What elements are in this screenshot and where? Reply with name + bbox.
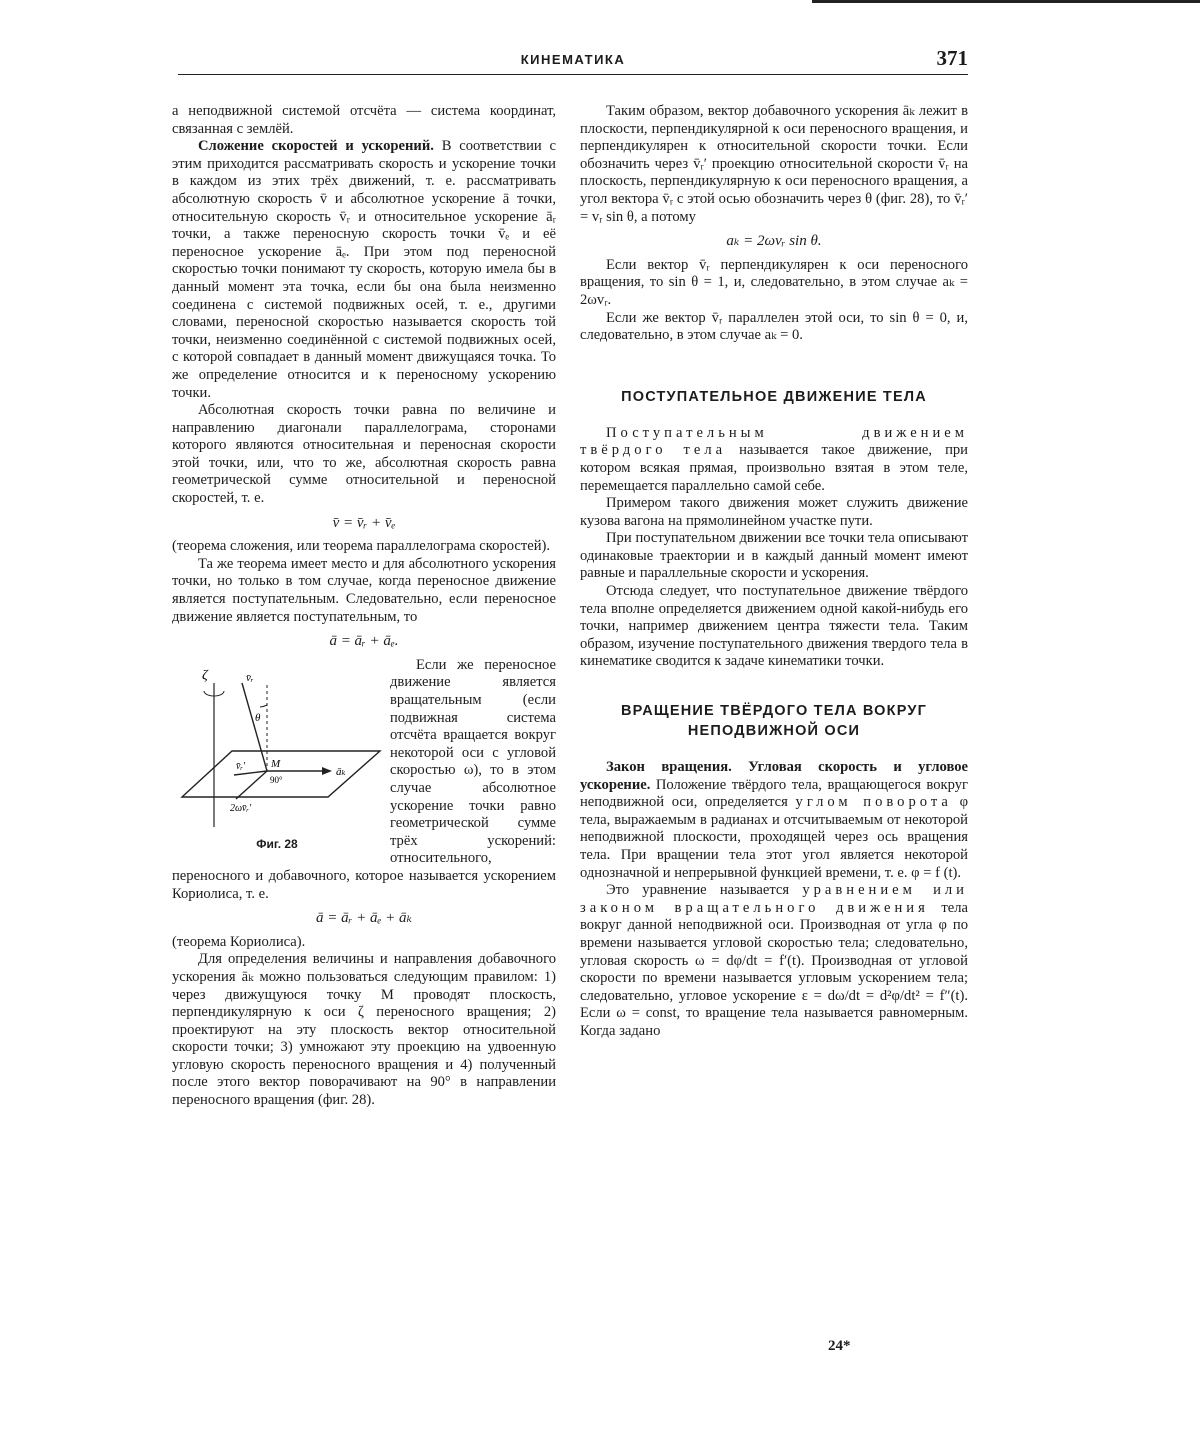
paragraph: Если вектор v̄ᵣ перпендикулярен к оси переносного вращения, то sin θ = 1, и, следовательно, в этом случае aₖ = 2ωvᵣ.	[580, 256, 968, 308]
label-vr: v̄ᵣ	[246, 671, 254, 684]
paragraph	[580, 425, 968, 495]
label-right-angle: 90°	[270, 774, 283, 785]
paragraph-text: тела вокруг данной неподвижной оси. Производная от угла φ по времени называется угловой скоростью тела; следовательно, угловая скорость ω = dφ/dt = f′(t). Производная от угловой скорости по времени называется угловым ускорением тела; следовательно, угловое ускорение ε = dω/dt = d²φ/dt² = f″(t). Если ω = const, то вращение тела называется равномерным. Когда задано	[580, 899, 969, 1039]
figure-caption: Фиг. 28	[256, 837, 298, 852]
label-zeta: ζ	[202, 667, 208, 683]
right-column	[580, 103, 968, 1041]
paragraph: Абсолютная скорость точки равна по величине и направлению диагонали параллелограма, сторонами которого являются относительная и переносная скорости этой точки, или, что то же, абсолютная скорость равна геометрической сумме относительной и переносной скоростей, т. е.	[172, 402, 556, 507]
signature-mark: 24*	[828, 1338, 851, 1354]
figure-28	[172, 659, 382, 854]
paragraph: (теорема Кориолиса).	[172, 933, 306, 950]
formula: ā = āᵣ + āₑ.	[329, 633, 399, 650]
paragraph-text: называется такое движение, при котором всякая прямая, произвольно взятая в этом теле, перемещается параллельно самой себе.	[580, 442, 968, 494]
header-rule	[178, 74, 968, 75]
paragraph-text: В соответствии с этим приходится рассматривать скорость и ускорение точки в каждом из этих трёх движений, т. е. рассматривать абсолютную скорость v̄ и абсолютное ускорение ā точки, относительную скорость v̄ᵣ и относительное ускорение āᵣ точки, а также переносную скорость точки v̄ₑ и её переносное ускорение āₑ. При этом под переносной скоростью точки понимают ту скорость, которую имела бы в данный момент эта точка, если бы она была неизменно соединена с системой подвижных осей, т. е., другими словами, переносной скоростью называется скорость той точки, неизменно соединённой с системой подвижных осей, с которой совпадает в данный момент движущаяся точка. То же определение относится и к переносному ускорению точки.	[172, 138, 556, 401]
label-m: M	[271, 757, 281, 770]
paragraph: Если же вектор v̄ᵣ параллелен этой оси, то sin θ = 0, и, следовательно, в этом случае aₖ = 0.	[580, 309, 968, 344]
label-theta: θ	[255, 711, 261, 724]
spaced-term: уравнением или законом вращательного движения	[580, 882, 968, 916]
spaced-term: Поступательным движением твёрдого тела	[580, 424, 968, 459]
paragraph: При поступательном движении все точки тела описывают одинаковые траектории и в каждый данный момент имеют равные и параллельные скорости и ускорения.	[580, 530, 968, 582]
paragraph	[172, 138, 556, 402]
label-2wvr: 2ωv̄ᵣ′	[230, 802, 252, 814]
paragraph: Таким образом, вектор добавочного ускорения āₖ лежит в плоскости, перпендикулярной к оси переносного вращения, и перпендикулярен к относительной скорости точки. Если обозначить через v̄ᵣ′ проекцию относительной скорости v̄ᵣ на плоскость, перпендикулярную к оси переносного вращения, а угол вектора v̄ᵣ с этой осью обозначить через θ (фиг. 28), то v̄ᵣ′ = vᵣ sin θ, а потому	[580, 103, 968, 225]
top-edge-line	[812, 0, 1200, 3]
formula: v̄ = v̄ᵣ + v̄ₑ	[332, 514, 396, 531]
paragraph: Та же теорема имеет место и для абсолютного ускорения точки, но только в том случае, когда переносное движение является поступательным. Следовательно, если переносное движение является поступательным, то	[172, 555, 556, 625]
section-run-in-title: Сложение скоростей и ускорений.	[198, 138, 434, 155]
figure-block	[172, 657, 556, 952]
paragraph: а неподвижной системой отсчёта — система координат, связанная с землёй.	[172, 103, 556, 137]
paragraph	[580, 759, 968, 882]
paragraph-text: Это уравнение называется	[606, 882, 803, 899]
paragraph-text: Положение твёрдого тела, вращающегося вокруг неподвижной оси, определяется	[580, 776, 968, 811]
paragraph: Отсюда следует, что поступательное движение твёрдого тела вполне определяется движением одной какой-нибудь его точки, например движением центра тяжести тела. Таким образом, изучение поступательного движения твердого тела в кинематике сводится к задаче кинематики точки.	[580, 583, 968, 670]
paragraph: (теорема сложения, или теорема параллелограма скоростей).	[172, 538, 551, 555]
paragraph: Если же переносное движение является вращательным (если подвижная система отсчёта вращается вокруг некоторой оси с угловой скоростью ω), то в этом случае абсолютное ускорение точки равно геометрической сумме трёх ускорений: относительного, переносного и добавочного, которое называется ускорением Кориолиса, т. е.	[172, 656, 556, 902]
spaced-term: углом поворота	[795, 794, 952, 811]
section-heading-line: НЕПОДВИЖНОЙ ОСИ	[687, 723, 861, 740]
label-ak: āₖ	[336, 765, 346, 778]
formula: ā = āᵣ + āₑ + āₖ	[316, 910, 412, 927]
left-column	[172, 103, 556, 1110]
section-heading-line: ВРАЩЕНИЕ ТВЁРДОГО ТЕЛА ВОКРУГ	[620, 703, 928, 720]
label-vr-projection: v̄ᵣ′	[236, 760, 246, 772]
page-number: 371	[936, 46, 968, 70]
paragraph: Примером такого движения может служить движение кузова вагона на прямолинейном участке пути.	[580, 495, 968, 529]
section-heading	[580, 701, 968, 741]
section-run-in-title: Закон вращения. Угловая скорость и угловое ускорение.	[580, 759, 968, 793]
paragraph	[580, 882, 968, 1040]
coriolis-diagram	[172, 659, 382, 829]
paragraph-text: φ тела, выражаемым в радианах и отсчитываемым от некоторой неподвижной плоскости, проходящей через ось вращения тела. При вращении тела этот угол является некоторой однозначной и непрерывной функцией времени, т. е. φ = f (t).	[580, 794, 969, 881]
section-heading: ПОСТУПАТЕЛЬНОЕ ДВИЖЕНИЕ ТЕЛА	[621, 388, 927, 405]
paragraph: Для определения величины и направления добавочного ускорения āₖ можно пользоваться следующим правилом: 1) через движущуюся точку M проводят плоскость, перпендикулярную к оси ζ переносного вращения; 2) проектируют на эту плоскость вектор относительной скорости точки; 3) умножают эту проекцию на удвоенную угловую скорость переносного вращения и 4) полученный после этого вектор поворачивают на 90° в направлении переносного вращения (фиг. 28).	[172, 951, 556, 1109]
running-head: КИНЕМАТИКА	[520, 52, 626, 67]
formula: aₖ = 2ωvᵣ sin θ.	[726, 233, 822, 250]
